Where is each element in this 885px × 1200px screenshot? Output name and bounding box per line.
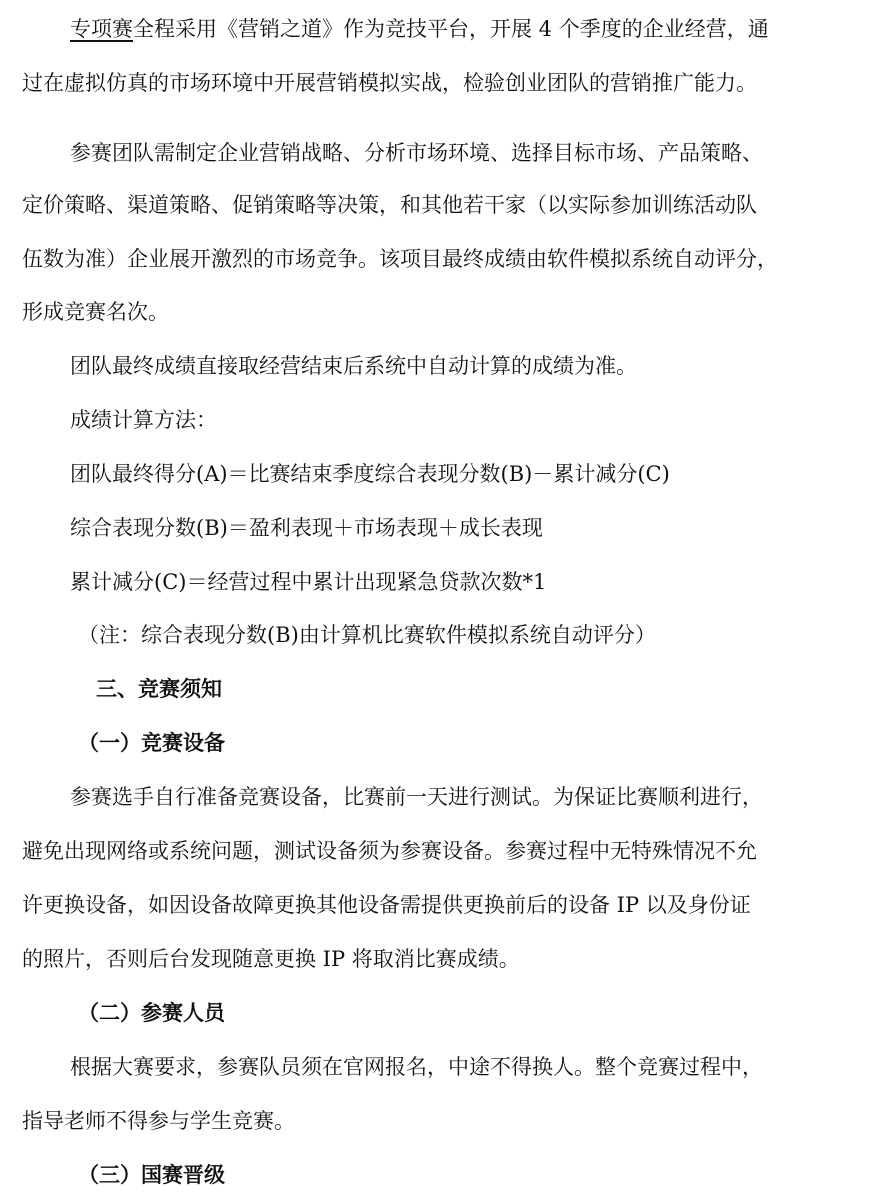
paragraph-strategy-line-2: 定价策略、渠道策略、促销策略等决策，和其他若干家（以实际参加训练活动队 bbox=[22, 193, 757, 217]
note-text: （注：综合表现分数(B)由计算机比赛软件模拟系统自动评分） bbox=[78, 623, 656, 647]
paragraph-strategy-line-1: 参赛团队需制定企业营销战略、分析市场环境、选择目标市场、产品策略、 bbox=[70, 141, 763, 165]
paragraph-final-score: 团队最终成绩直接取经营结束后系统中自动计算的成绩为准。 bbox=[70, 354, 637, 378]
paragraph-equipment-line-3: 许更换设备，如因设备故障更换其他设备需提供更换前后的设备 IP 以及身份证 bbox=[22, 893, 751, 917]
subsection-heading-national: （三）国赛晋级 bbox=[78, 1162, 225, 1187]
paragraph-intro-line-2: 过在虚拟仿真的市场环境中开展营销模拟实战，检验创业团队的营销推广能力。 bbox=[22, 71, 757, 95]
paragraph-strategy-line-4: 形成竞赛名次。 bbox=[22, 300, 169, 324]
paragraph-equipment-line-1: 参赛选手自行准备竞赛设备，比赛前一天进行测试。为保证比赛顺利进行， bbox=[70, 785, 763, 809]
paragraph-equipment-line-4: 的照片，否则后台发现随意更换 IP 将取消比赛成绩。 bbox=[22, 947, 520, 971]
section-heading: 三、竞赛须知 bbox=[96, 676, 222, 701]
paragraph-intro-line-1 bbox=[70, 14, 769, 44]
paragraph-personnel-line-2: 指导老师不得参与学生竞赛。 bbox=[22, 1109, 295, 1133]
formula-performance-score: 综合表现分数(B)＝盈利表现＋市场表现＋成长表现 bbox=[70, 516, 543, 540]
paragraph-calc-method: 成绩计算方法： bbox=[70, 408, 217, 432]
paragraph-intro-text: 全程采用《营销之道》作为竞技平台，开展 4 个季度的企业经营，通 bbox=[133, 17, 769, 41]
paragraph-equipment-line-2: 避免出现网络或系统问题，测试设备须为参赛设备。参赛过程中无特殊情况不允 bbox=[22, 839, 757, 863]
subsection-heading-personnel: （二）参赛人员 bbox=[78, 1000, 225, 1025]
formula-deduction: 累计减分(C)＝经营过程中累计出现紧急贷款次数*1 bbox=[70, 570, 547, 594]
underlined-term: 专项赛 bbox=[70, 17, 133, 41]
subsection-heading-equipment: （一）竞赛设备 bbox=[78, 730, 225, 755]
paragraph-strategy-line-3: 伍数为准）企业展开激烈的市场竞争。该项目最终成绩由软件模拟系统自动评分， bbox=[22, 247, 778, 271]
paragraph-personnel-line-1: 根据大赛要求，参赛队员须在官网报名，中途不得换人。整个竞赛过程中， bbox=[70, 1055, 763, 1079]
formula-final-score: 团队最终得分(A)＝比赛结束季度综合表现分数(B)－累计减分(C) bbox=[70, 462, 670, 486]
